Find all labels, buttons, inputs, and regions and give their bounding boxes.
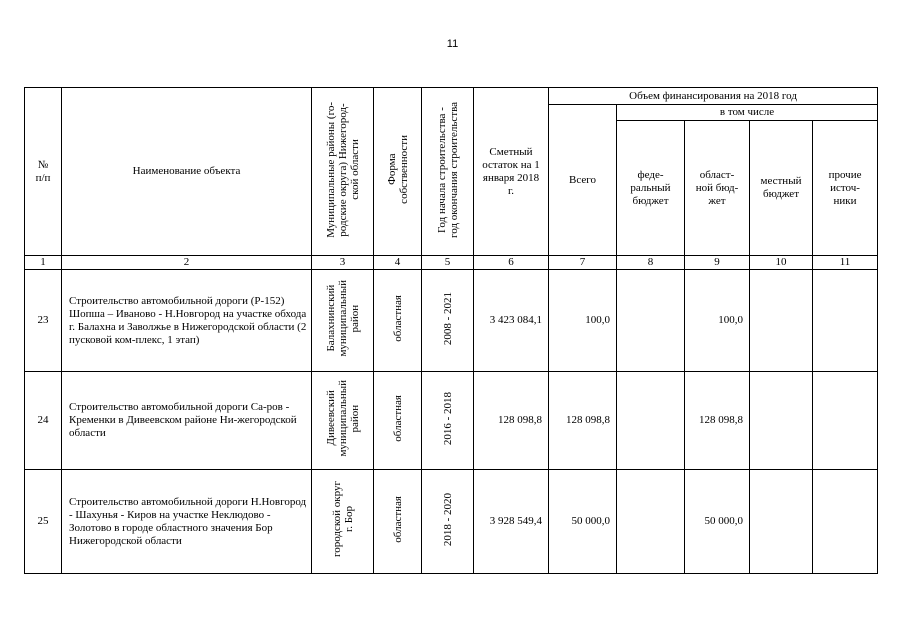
row-federal xyxy=(617,270,685,372)
row-balance: 3 928 549,4 xyxy=(474,470,549,574)
row-total: 128 098,8 xyxy=(549,372,617,470)
table-row xyxy=(25,372,878,470)
header-including: в том числе xyxy=(617,105,878,121)
row-district: Балахнинский муниципальный район xyxy=(312,270,374,372)
row-local xyxy=(750,270,813,372)
header-funding-group: Объем финансирования на 2018 год xyxy=(549,88,878,105)
row-district: городской округ г. Бор xyxy=(312,470,374,574)
row-ownership: областная xyxy=(374,372,422,470)
row-federal xyxy=(617,470,685,574)
header-balance: Сметный остаток на 1 января 2018 г. xyxy=(474,88,549,256)
row-district: Дивеевский муниципальный район xyxy=(312,372,374,470)
row-no: 23 xyxy=(25,270,62,372)
row-name: Строительство автомобильной дороги Са-ров - Кременки в Дивеевском районе Ни-жегородской области xyxy=(62,372,312,470)
column-number: 8 xyxy=(617,256,685,270)
row-other xyxy=(813,372,878,470)
column-number: 10 xyxy=(750,256,813,270)
objects-table xyxy=(24,87,878,574)
column-number: 6 xyxy=(474,256,549,270)
header-years: Год начала строительства - год окончания строительства xyxy=(422,88,474,256)
row-local xyxy=(750,470,813,574)
column-number: 4 xyxy=(374,256,422,270)
row-regional: 100,0 xyxy=(685,270,750,372)
row-no: 25 xyxy=(25,470,62,574)
header-name: Наименование объекта xyxy=(62,88,312,256)
header-total: Всего xyxy=(549,105,617,256)
header-regional: област- ной бюд- жет xyxy=(685,121,750,256)
row-total: 50 000,0 xyxy=(549,470,617,574)
row-name: Строительство автомобильной дороги Н.Новгород - Шахунья - Киров на участке Неклюдово - Золотово в городе областного значения Бор Нижегородской области xyxy=(62,470,312,574)
row-local xyxy=(750,372,813,470)
header-other: прочие источ- ники xyxy=(813,121,878,256)
row-balance: 3 423 084,1 xyxy=(474,270,549,372)
row-years: 2018 - 2020 xyxy=(422,470,474,574)
row-ownership: областная xyxy=(374,470,422,574)
header-district: Муниципальные районы (го- родские округа) Нижегород- ской области xyxy=(312,88,374,256)
row-years: 2016 - 2018 xyxy=(422,372,474,470)
row-total: 100,0 xyxy=(549,270,617,372)
column-number: 1 xyxy=(25,256,62,270)
column-number: 9 xyxy=(685,256,750,270)
row-name: Строительство автомобильной дороги (Р-152) Шопша – Иваново - Н.Новгород на участке обхода г. Балахна и Заволжье в Нижегородской области (2 пусковой ком-плекс, 1 этап) xyxy=(62,270,312,372)
row-regional: 50 000,0 xyxy=(685,470,750,574)
header-no: № п/п xyxy=(25,88,62,256)
column-number: 5 xyxy=(422,256,474,270)
row-no: 24 xyxy=(25,372,62,470)
header-federal: феде- ральный бюджет xyxy=(617,121,685,256)
row-other xyxy=(813,470,878,574)
page-number: 11 xyxy=(446,38,459,50)
column-number: 2 xyxy=(62,256,312,270)
row-balance: 128 098,8 xyxy=(474,372,549,470)
row-other xyxy=(813,270,878,372)
row-regional: 128 098,8 xyxy=(685,372,750,470)
table-row xyxy=(25,270,878,372)
column-number: 11 xyxy=(813,256,878,270)
table-row xyxy=(25,470,878,574)
header-local: местный бюджет xyxy=(750,121,813,256)
row-federal xyxy=(617,372,685,470)
column-number: 7 xyxy=(549,256,617,270)
row-ownership: областная xyxy=(374,270,422,372)
row-years: 2008 - 2021 xyxy=(422,270,474,372)
column-number: 3 xyxy=(312,256,374,270)
header-ownership: Форма собственности xyxy=(374,88,422,256)
